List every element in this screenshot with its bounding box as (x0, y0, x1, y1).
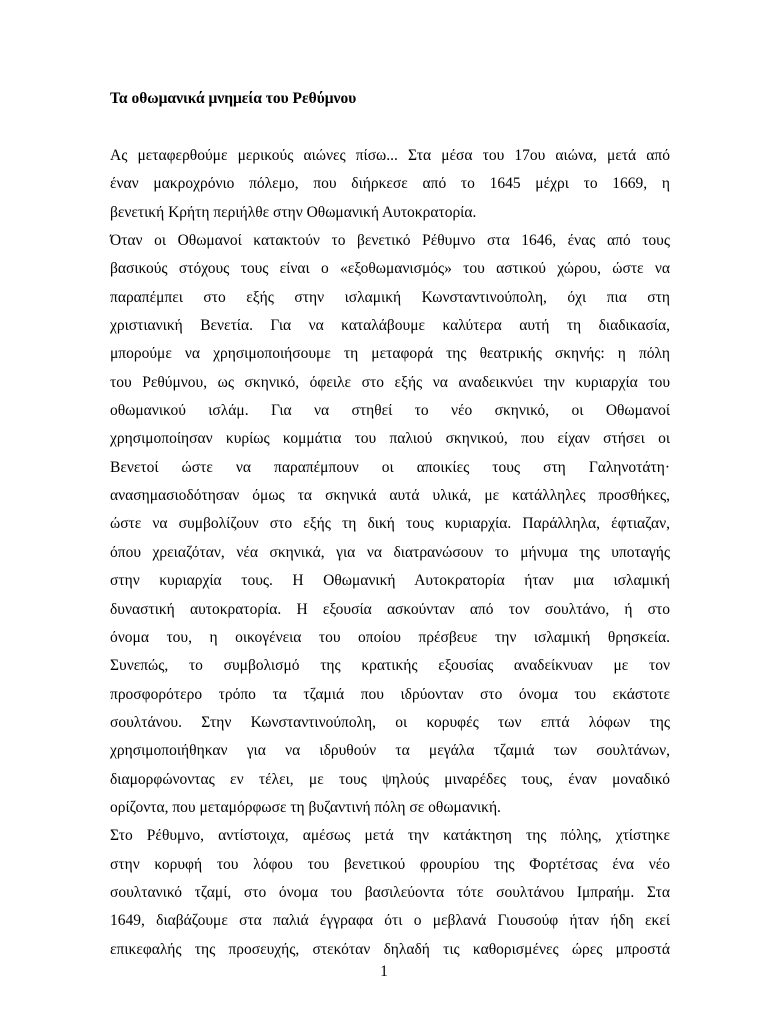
text-line: ώστε να συμβολίζουν στο εξής τη δική τους κυριαρχία. Παράλληλα, έφτιαζαν, (110, 515, 670, 533)
text-line: παραπέμπει στο εξής στην ισλαμική Κωνσταντινούπολη, όχι πια στη (110, 288, 670, 306)
document-title: Τα οθωμανικά μνημεία του Ρεθύμνου (110, 90, 357, 107)
text-line: βενετική Κρήτη περιήλθε στην Οθωμανική Αυτοκρατορία. (110, 203, 477, 221)
page-number: 1 (380, 963, 388, 980)
text-line: μπορούμε να χρησιμοποιήσουμε τη μεταφορά της θεατρικής σκηνής: η πόλη (110, 345, 670, 363)
text-line: Συνεπώς, το συμβολισμό της κρατικής εξουσίας αναδείκνυαν με τον (110, 657, 670, 675)
text-line: χρησιμοποιήθηκαν για να ιδρυθούν τα μεγάλα τζαμιά των σουλτάνων, (110, 742, 670, 760)
text-line: χριστιανική Βενετία. Για να καταλάβουμε καλύτερα αυτή τη διαδικασία, (110, 317, 670, 335)
text-line: 1649, διαβάζουμε στα παλιά έγγραφα ότι ο μεβλανά Γιουσούφ ήταν ήδη εκεί (110, 912, 670, 930)
text-line: Βενετοί ώστε να παραπέμπουν οι αποικίες τους στη Γαληνοτάτη· (110, 458, 670, 476)
text-line: όνομα του, η οικογένεια του οποίου πρέσβευε την ισλαμική θρησκεία. (110, 628, 670, 646)
text-line: στην κυριαρχία τους. Η Οθωμανική Αυτοκρατορία ήταν μια ισλαμική (110, 572, 670, 590)
text-line: σουλτανικό τζαμί, στο όνομα του βασιλεύοντα τότε σουλτάνου Ιμπραήμ. Στα (110, 883, 670, 901)
text-line: στην κορυφή του λόφου του βενετικού φρουρίου της Φορτέτσας ένα νέο (110, 855, 670, 873)
text-line: χρησιμοποίησαν κυρίως κομμάτια του παλιού σκηνικού, που είχαν στήσει οι (110, 430, 670, 448)
text-line: δυναστική αυτοκρατορία. Η εξουσία ασκούνταν από τον σουλτάνο, ή στο (110, 600, 670, 618)
body-text (110, 142, 670, 964)
text-line: διαμορφώνοντας εν τέλει, με τους ψηλούς μιναρέδες τους, έναν μοναδικό (110, 770, 670, 788)
text-line: ανασημασιοδότησαν όμως τα σκηνικά αυτά υλικά, με κατάλληλες προσθήκες, (110, 487, 670, 505)
text-line: βασικούς στόχους τους είναι ο «εξοθωμανισμός» του αστικού χώρου, ώστε να (110, 260, 670, 278)
text-line: όπου χρειαζόταν, νέα σκηνικά, για να διατρανώσουν το μήνυμα της υποταγής (110, 543, 670, 561)
text-line: Στο Ρέθυμνο, αντίστοιχα, αμέσως μετά την κατάκτηση της πόλης, χτίστηκε (110, 827, 670, 845)
text-line: επικεφαλής της προσευχής, στεκόταν δηλαδή τις καθορισμένες ώρες μπροστά (110, 940, 670, 958)
text-line: οθωμανικού ισλάμ. Για να στηθεί το νέο σκηνικό, οι Οθωμανοί (110, 402, 670, 420)
text-line: ορίζοντα, που μεταμόρφωσε τη βυζαντινή πόλη σε οθωμανική. (110, 798, 501, 816)
text-line: προσφορότερο τρόπο τα τζαμιά που ιδρύονταν στο όνομα του εκάστοτε (110, 685, 670, 703)
text-line: έναν μακροχρόνιο πόλεμο, που διήρκεσε από το 1645 μέχρι το 1669, η (110, 175, 670, 193)
text-line: Όταν οι Οθωμανοί κατακτούν το βενετικό Ρέθυμνο στα 1646, ένας από τους (110, 232, 670, 250)
text-line: Ας μεταφερθούμε μερικούς αιώνες πίσω... Στα μέσα του 17ου αιώνα, μετά από (110, 147, 670, 164)
text-line: σουλτάνου. Στην Κωνσταντινούπολη, οι κορυφές των επτά λόφων της (110, 713, 670, 731)
text-line: του Ρεθύμνου, ως σκηνικό, όφειλε στο εξής να αναδεικνύει την κυριαρχία του (110, 373, 670, 391)
